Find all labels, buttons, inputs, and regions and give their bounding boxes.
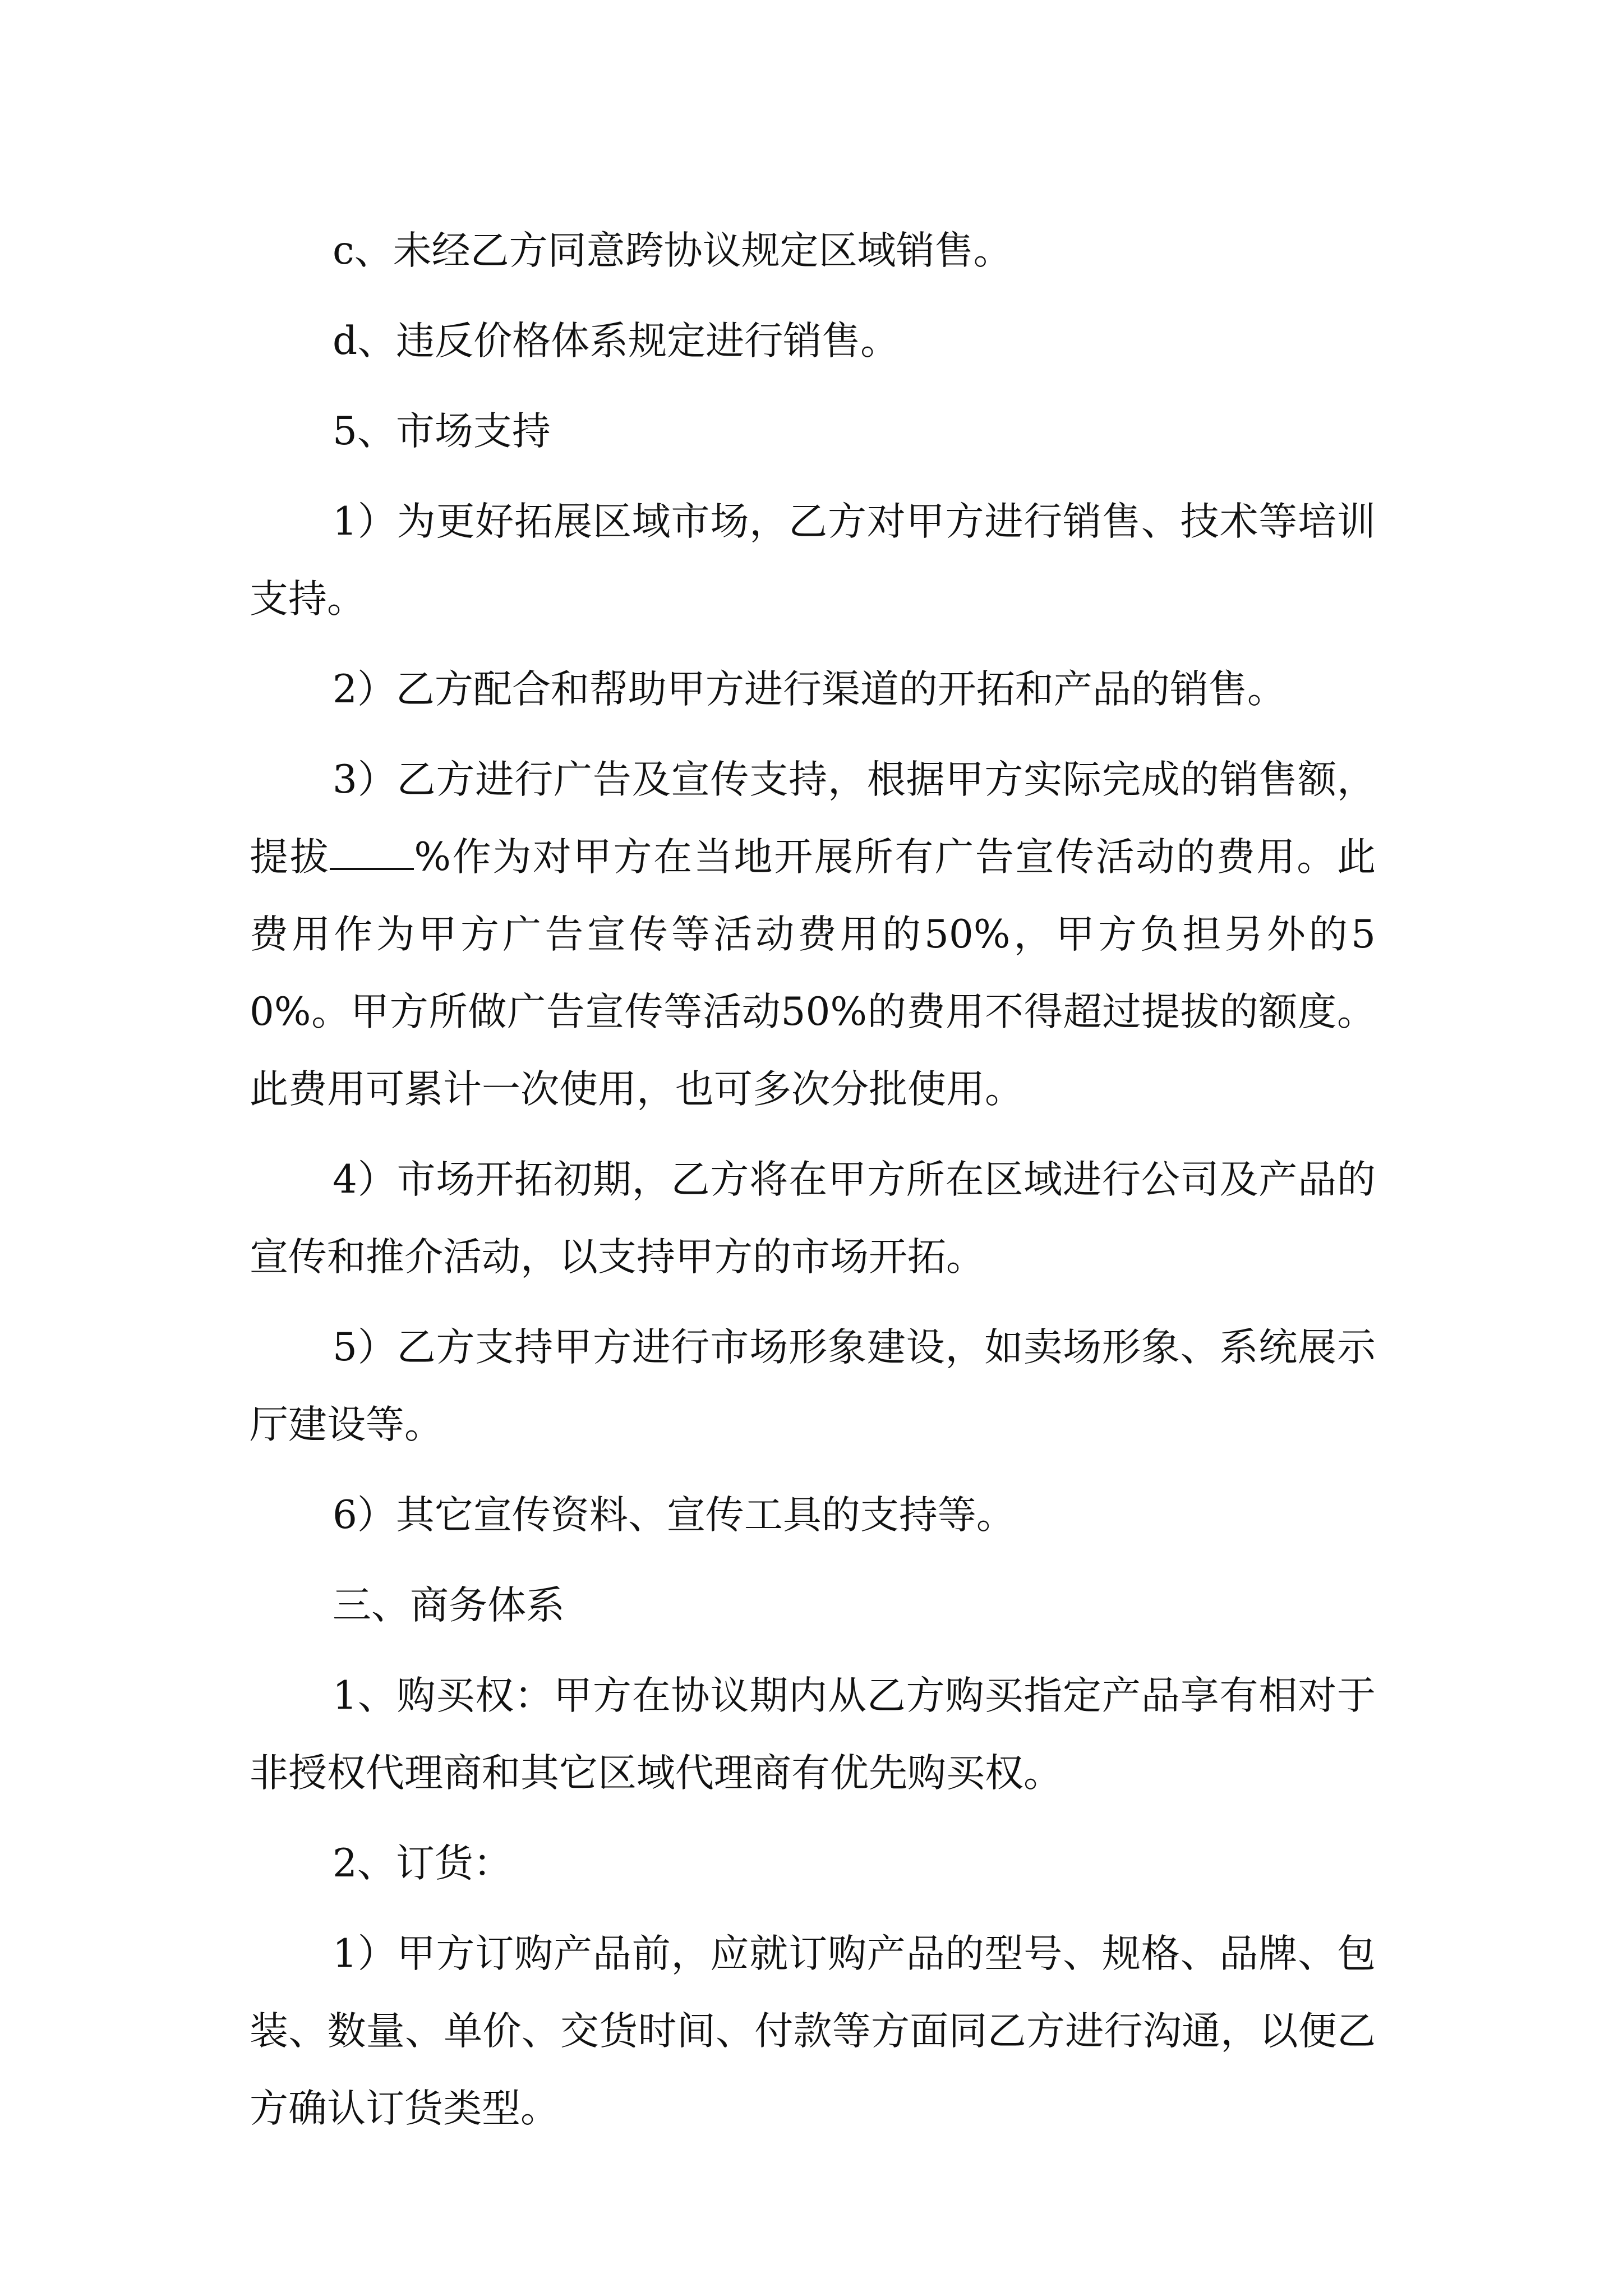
paragraph-training-support: 1）为更好拓展区域市场，乙方对甲方进行销售、技术等培训支持。 [250,499,1376,622]
paragraph-d: d、违反价格体系规定进行销售。 [333,319,900,364]
section-heading-market-support: 5、市场支持 [333,409,551,454]
heading-ordering: 2、订货： [333,1841,512,1886]
paragraph-ad-support [250,741,1376,1128]
paragraph-order-communication: 1）甲方订购产品前，应就订购产品的型号、规格、品牌、包装、数量、单价、交货时间、付款等方面同乙方进行沟通，以便乙方确认订货类型。 [250,1931,1376,2131]
paragraph-image-building: 5）乙方支持甲方进行市场形象建设，如卖场形象、系统展示厅建设等。 [250,1325,1376,1447]
ad-text-after-blank: %作为对甲方在当地开展所有广告宣传活动的费用。此费用作为甲方广告宣传等活动费用的50%，甲方负担另外的50%。甲方所做广告宣传等活动50%的费用不得超过提拔的额度。此费用可累计一次使用，也可多次分批使用。 [250,835,1376,1112]
ad-text-before-blank: 3）乙方进行广告及宣传支持，根据甲方实际完成的销售额，提拔 [250,757,1376,880]
paragraph-purchase-right: 1、购买权：甲方在协议期内从乙方购买指定产品享有相对于非授权代理商和其它区域代理商有优先购买权。 [250,1673,1376,1796]
paragraph-early-promotion: 4）市场开拓初期，乙方将在甲方所在区域进行公司及产品的宣传和推介活动，以支持甲方的市场开拓。 [250,1157,1376,1280]
paragraph-other-materials: 6）其它宣传资料、宣传工具的支持等。 [333,1493,1015,1538]
paragraph-c: c、未经乙方同意跨协议规定区域销售。 [333,228,1012,273]
paragraph-channel-support: 2）乙方配合和帮助甲方进行渠道的开拓和产品的销售。 [333,667,1286,712]
document-body [250,212,1376,2160]
section-heading-business-system: 三、商务体系 [333,1583,565,1628]
fill-in-blank [330,834,414,870]
